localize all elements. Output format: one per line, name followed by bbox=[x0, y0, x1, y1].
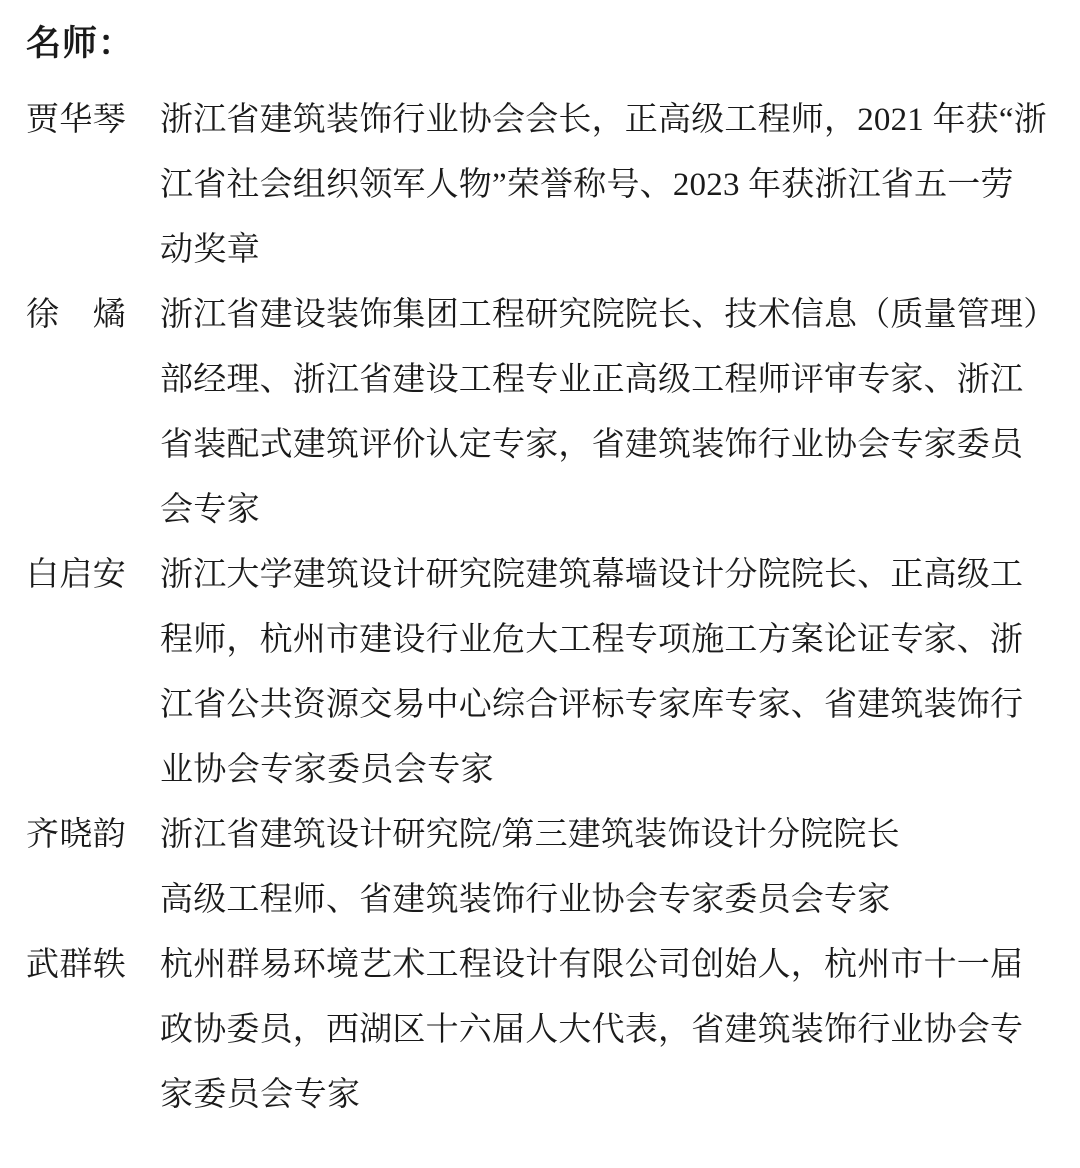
entry-first-line bbox=[26, 543, 1060, 608]
entry-first-line bbox=[26, 933, 1060, 998]
entry-continuation-line bbox=[26, 868, 1060, 933]
teacher-description-line: 省装配式建筑评价认定专家，省建筑装饰行业协会专家委员 bbox=[160, 427, 1024, 463]
teacher-description-line: 动奖章 bbox=[160, 232, 261, 268]
entry-continuation-line bbox=[26, 153, 1060, 218]
teacher-description-line: 业协会专家委员会专家 bbox=[160, 752, 494, 788]
teacher-description-line: 浙江省建筑设计研究院/第三建筑装饰设计分院院长 bbox=[160, 817, 900, 853]
entry-first-line bbox=[26, 283, 1060, 348]
entry-first-line bbox=[26, 88, 1060, 153]
teacher-name: 贾华琴 bbox=[26, 102, 127, 138]
entry-continuation-line bbox=[26, 478, 1060, 543]
roster-entry bbox=[26, 543, 1060, 803]
entry-continuation-line bbox=[26, 348, 1060, 413]
entry-continuation-line bbox=[26, 673, 1060, 738]
teacher-description-line: 浙江省建筑装饰行业协会会长，正高级工程师，2021 年获“浙 bbox=[160, 102, 1047, 138]
teacher-description-line: 家委员会专家 bbox=[160, 1077, 361, 1113]
teacher-name: 白启安 bbox=[26, 557, 127, 593]
teacher-description-line: 程师，杭州市建设行业危大工程专项施工方案论证专家、浙 bbox=[160, 622, 1024, 658]
entry-continuation-line bbox=[26, 413, 1060, 478]
teacher-description-line: 政协委员，西湖区十六届人大代表，省建筑装饰行业协会专 bbox=[160, 1012, 1024, 1048]
roster-entry bbox=[26, 933, 1060, 1128]
teacher-description-line: 会专家 bbox=[160, 492, 261, 528]
teacher-description-line: 高级工程师、省建筑装饰行业协会专家委员会专家 bbox=[160, 882, 891, 918]
master-teacher-roster bbox=[26, 88, 1060, 1128]
entry-continuation-line bbox=[26, 608, 1060, 673]
roster-entry bbox=[26, 803, 1060, 933]
entry-continuation-line bbox=[26, 738, 1060, 803]
teacher-description-line: 江省社会组织领军人物”荣誉称号、2023 年获浙江省五一劳 bbox=[160, 167, 1014, 203]
teacher-description-line: 杭州群易环境艺术工程设计有限公司创始人，杭州市十一届 bbox=[160, 947, 1024, 983]
teacher-name: 徐 燏 bbox=[26, 297, 127, 333]
roster-entry bbox=[26, 283, 1060, 543]
entry-first-line bbox=[26, 803, 1060, 868]
teacher-description-line: 部经理、浙江省建设工程专业正高级工程师评审专家、浙江 bbox=[160, 362, 1024, 398]
roster-entry bbox=[26, 88, 1060, 283]
page-title: 名师： bbox=[26, 24, 135, 63]
teacher-description-line: 浙江省建设装饰集团工程研究院院长、技术信息（质量管理） bbox=[160, 297, 1057, 333]
teacher-name: 齐晓韵 bbox=[26, 817, 127, 853]
entry-continuation-line bbox=[26, 998, 1060, 1063]
teacher-name: 武群轶 bbox=[26, 947, 127, 983]
entry-continuation-line bbox=[26, 218, 1060, 283]
teacher-description-line: 浙江大学建筑设计研究院建筑幕墙设计分院院长、正高级工 bbox=[160, 557, 1024, 593]
teacher-description-line: 江省公共资源交易中心综合评标专家库专家、省建筑装饰行 bbox=[160, 687, 1024, 723]
entry-continuation-line bbox=[26, 1063, 1060, 1128]
